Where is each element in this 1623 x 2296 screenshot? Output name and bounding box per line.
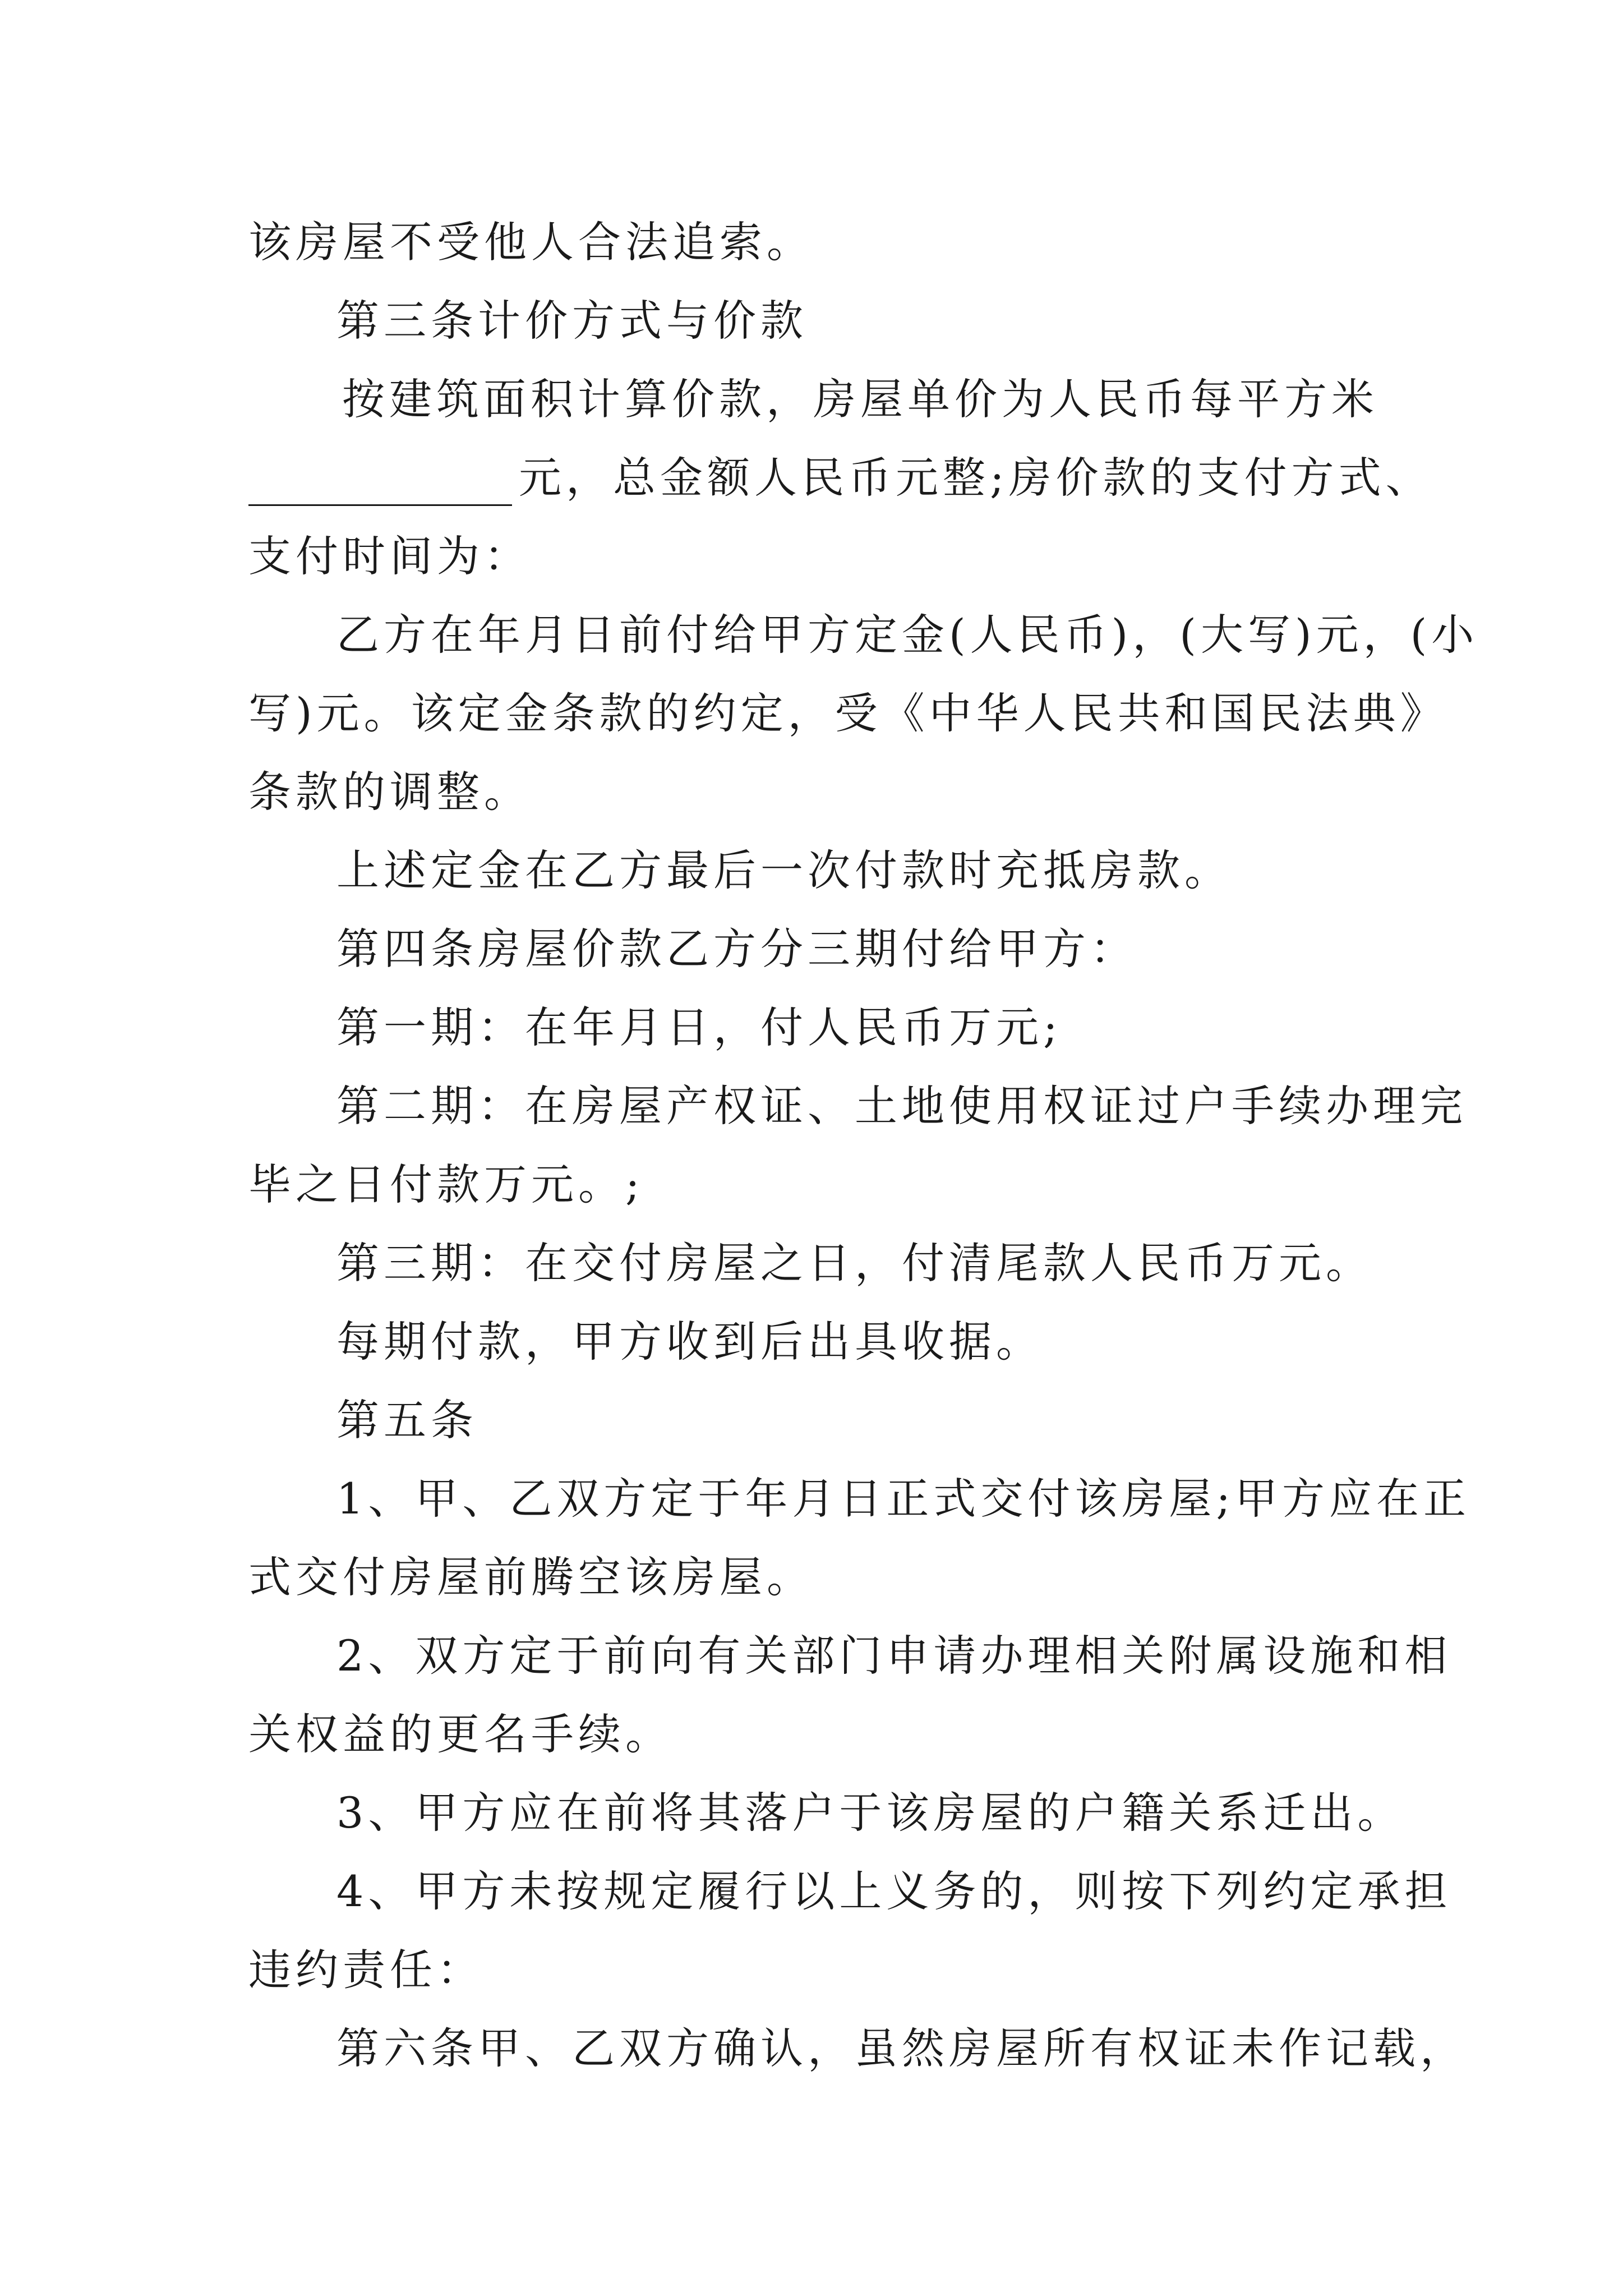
section-heading-4: 第四条房屋价款乙方分三期付给甲方： — [336, 924, 1137, 974]
paragraph-line: 每期付款，甲方收到后出具收据。 — [336, 1317, 1043, 1366]
paragraph-line: 4、甲方未按规定履行以上义务的，则按下列约定承担 — [336, 1866, 1452, 1916]
paragraph-line: 第三期：在交付房屋之日，付清尾款人民币万元。 — [336, 1238, 1373, 1288]
paragraph-text: 元，总金额人民币元整;房价款的支付方式、 — [519, 453, 1433, 503]
section-heading-6: 第六条甲、乙双方确认，虽然房屋所有权证未作记载， — [336, 2023, 1467, 2073]
paragraph-line: 按建筑面积计算价款，房屋单价为人民币每平方米 — [342, 374, 1378, 424]
paragraph-line — [248, 450, 1433, 506]
paragraph-line: 第一期：在年月日，付人民币万元; — [336, 1002, 1062, 1052]
paragraph-line: 上述定金在乙方最后一次付款时充抵房款。 — [336, 845, 1232, 895]
paragraph-line: 关权益的更名手续。 — [248, 1709, 672, 1759]
section-heading-5: 第五条 — [336, 1395, 478, 1445]
paragraph-line: 3、甲方应在前将其落户于该房屋的户籍关系迁出。 — [336, 1788, 1405, 1838]
section-heading-3: 第三条计价方式与价款 — [336, 296, 808, 346]
paragraph-line: 2、双方定于前向有关部门申请办理相关附属设施和相 — [336, 1631, 1452, 1681]
paragraph-line: 式交付房屋前腾空该房屋。 — [248, 1552, 814, 1602]
paragraph-line: 毕之日付款万元。; — [248, 1159, 644, 1209]
paragraph-line: 写)元。该定金条款的约定，受《中华人民共和国民法典》 — [248, 688, 1447, 738]
fill-in-blank — [248, 464, 512, 506]
paragraph-line: 支付时间为： — [248, 531, 531, 581]
paragraph-line: 乙方在年月日前付给甲方定金(人民币)，(大写)元，(小 — [336, 610, 1479, 660]
paragraph-line: 违约责任： — [248, 1945, 484, 1995]
paragraph-line: 该房屋不受他人合法追索。 — [248, 217, 814, 267]
paragraph-line: 条款的调整。 — [248, 767, 531, 817]
paragraph-line: 1、甲、乙双方定于年月日正式交付该房屋;甲方应在正 — [336, 1474, 1470, 1524]
paragraph-line: 第二期：在房屋产权证、土地使用权证过户手续办理完 — [336, 1081, 1467, 1131]
